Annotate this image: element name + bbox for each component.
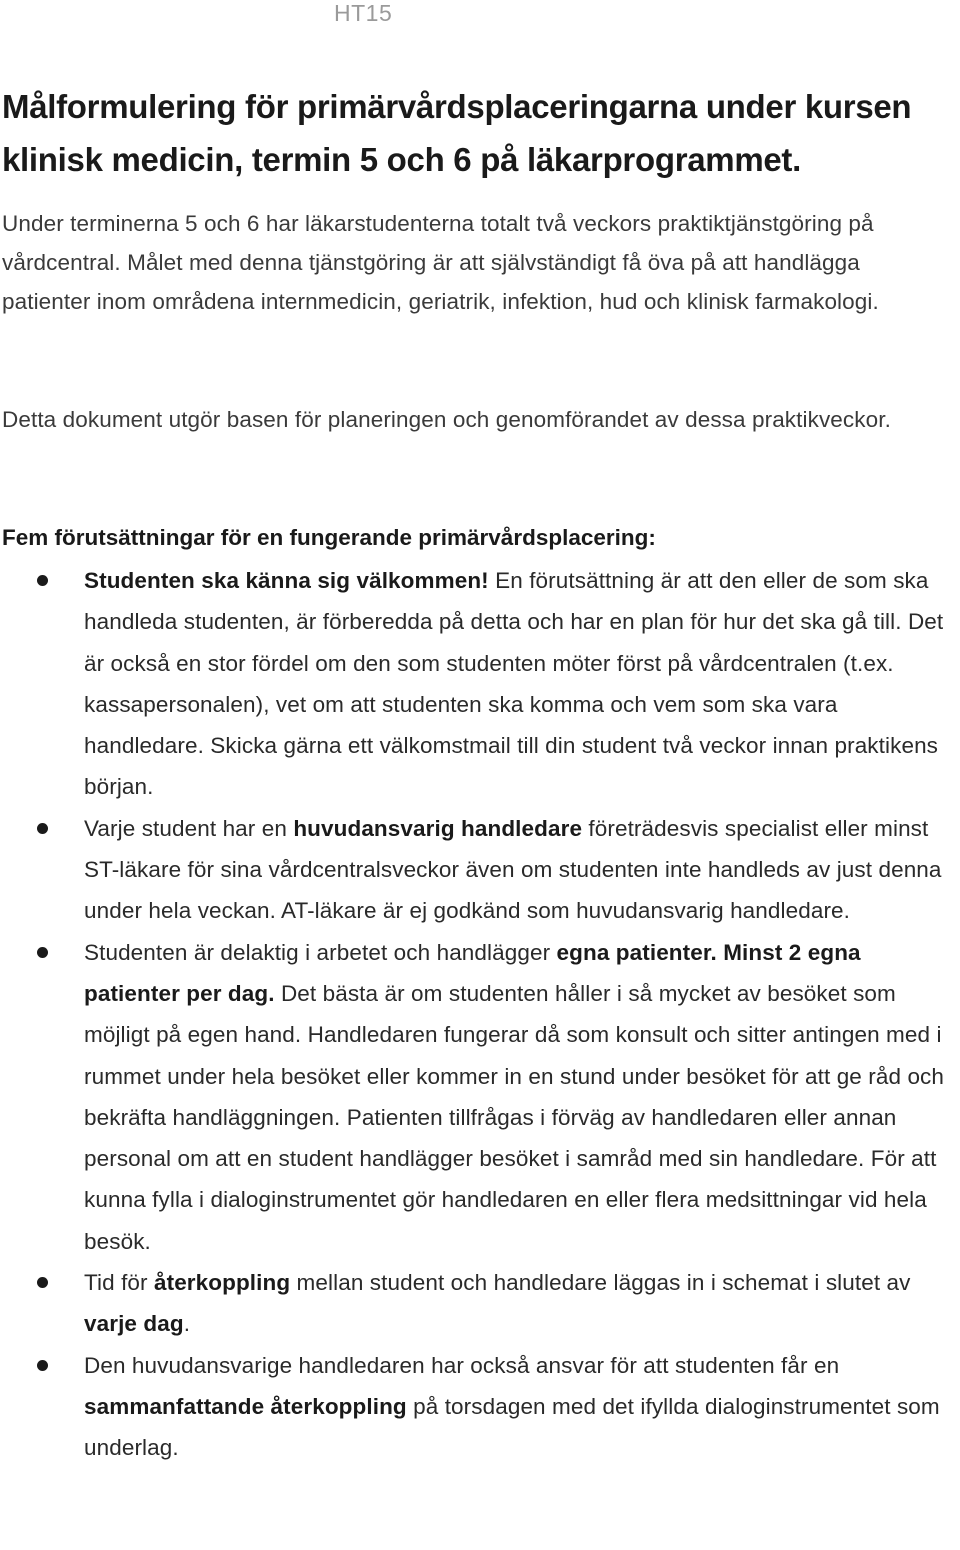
item-text-post: Det bästa är om studenten håller i så mycket av besöket som möjligt på egen hand. Handledaren fungerar då som konsult och sitter antingen med i rummet under hela besöket eller kommer in en stund under besöket för att ge råd och bekräfta handläggningen. Patienten tillfrågas i förväg av handledaren eller annan personal om att en student handlägger besöket i samråd med sin handledare. För att kunna fylla i dialoginstrumentet gör handledaren en eller flera medsittningar vid hela besök. [84, 980, 945, 1254]
item-text-post: . [183, 1311, 191, 1337]
item-bold-1: egna patienter. [556, 939, 717, 965]
bullet-icon [37, 575, 48, 586]
item-text-pre: Studenten är delaktig i arbetet och handlägger [84, 939, 557, 965]
item-bold: huvudansvarig handledare [293, 815, 583, 841]
list-item [0, 808, 960, 932]
requirements-list [0, 560, 960, 1469]
bullet-icon [37, 823, 48, 834]
section-heading: Fem förutsättningar för en fungerande primärvårdsplacering: [2, 525, 656, 550]
bullet-icon [37, 947, 48, 958]
item-bold-2: Minst 2 egna patienter per dag. [84, 939, 861, 1006]
item-text: En förutsättning är att den eller de som ska handleda studenten, är förberedda på detta och har en plan för hur det ska gå till. Det är också en stor fördel om den som studenten möter först på vårdcentralen (t.ex. kassapersonalen), vet om att studenten ska komma och vem som ska vara handledare. Skicka gärna ett välkomstmail till din student två veckor innan praktikens början. [84, 568, 944, 800]
item-bold-2: varje dag [84, 1311, 184, 1337]
item-text-post: företrädesvis specialist eller minst ST-läkare för sina vårdcentralsveckor även om studenten inte handleds av just denna under hela veckan. AT-läkare är ej godkänd som huvudansvarig handledare. [84, 815, 942, 924]
item-bold-1: återkoppling [153, 1270, 291, 1296]
item-text-pre: Varje student har en [84, 815, 294, 841]
list-item [0, 1262, 960, 1345]
item-text-post: på torsdagen med det ifyllda dialoginstrumentet som underlag. [84, 1393, 940, 1461]
item-text-pre: Den huvudansvarige handledaren har också ansvar för att studenten får en [84, 1352, 840, 1378]
item-bold: sammanfattande återkoppling [84, 1393, 407, 1419]
bullet-icon [37, 1277, 48, 1288]
document-code: HT15 [334, 0, 393, 26]
item-bold-lead: Studenten ska känna sig välkommen! [84, 568, 489, 593]
intro-paragraph-2: Detta dokument utgör basen för planeringen och genomförandet av dessa praktikveckor. [2, 407, 891, 432]
item-text-pre: Tid för [84, 1270, 154, 1296]
document-title: Målformulering för primärvårdsplaceringarna under kursen klinisk medicin, termin 5 och 6 på läkarprogrammet. [2, 88, 912, 178]
list-item [0, 1345, 960, 1469]
intro-paragraph-1: Under terminerna 5 och 6 har läkarstudenterna totalt två veckors praktiktjänstgöring på vårdcentral. Målet med denna tjänstgöring är att självständigt få öva på att handlägga patienter inom områdena internmedicin, geriatrik, infektion, hud och klinisk farmakologi. [2, 211, 879, 314]
item-text-mid: mellan student och handledare läggas in i schemat i slutet av [290, 1270, 911, 1296]
list-item [0, 932, 960, 1262]
list-item [0, 560, 960, 808]
bullet-icon [37, 1360, 48, 1371]
